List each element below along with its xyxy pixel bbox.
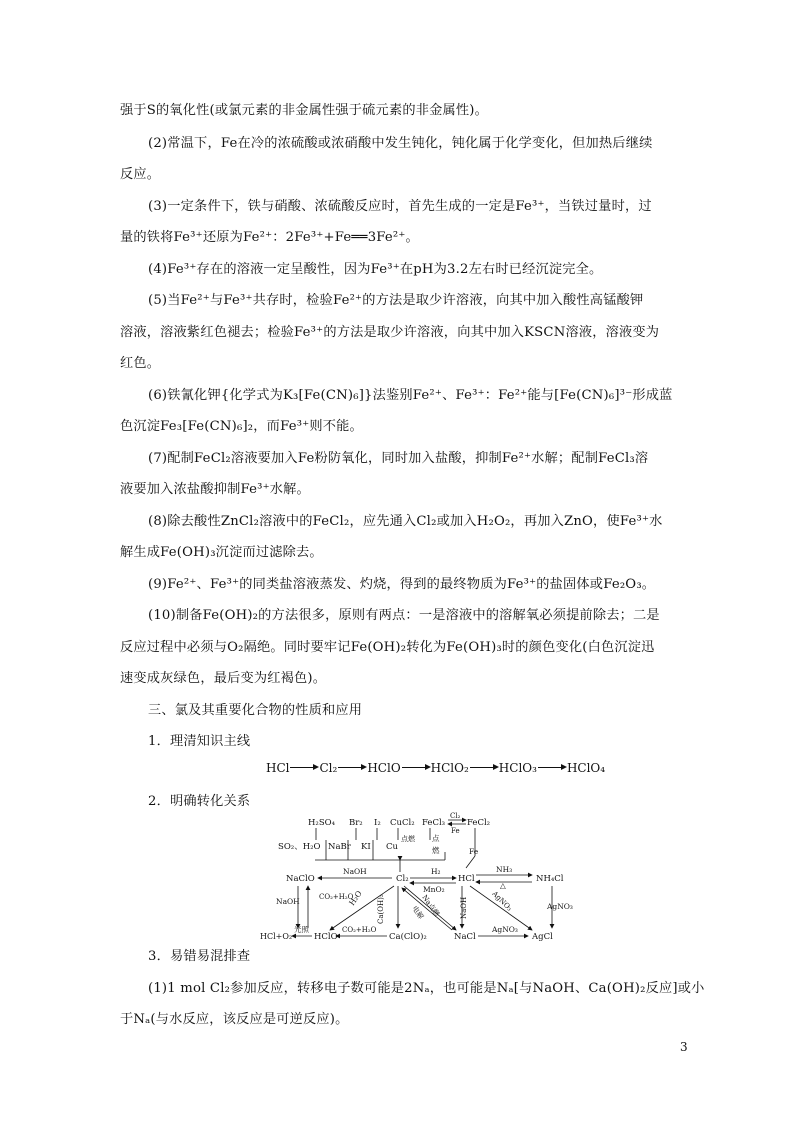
chain-item: HClO — [367, 761, 401, 775]
box-cu: Cu — [386, 842, 398, 852]
label-hclo: HClO — [314, 932, 338, 942]
text-line: 速变成灰绿色，最后变为红褐色)。 — [120, 671, 327, 686]
page-number: 3 — [680, 1040, 688, 1054]
section-heading: 三、氯及其重要化合物的性质和应用 — [148, 703, 363, 718]
chain-item: HClO₄ — [566, 761, 606, 775]
text-line: 解生成Fe(OH)₃沉淀而过滤除去。 — [120, 545, 323, 560]
text-line: 反应。 — [120, 167, 161, 182]
sub-heading: 2．明确转化关系 — [148, 794, 251, 809]
label-so2-h2o: SO₂、H₂O — [278, 842, 321, 852]
text-line: 反应过程中必须与O₂隔绝。同时要牢记Fe(OH)₂转化为Fe(OH)₃时的颜色变化(白色沉淀迅 — [120, 640, 655, 655]
label-nacl: NaCl — [454, 932, 476, 942]
box-nabr: NaBr — [328, 842, 351, 852]
text-line: (9)Fe²⁺、Fe³⁺的同类盐溶液蒸发、灼烧，得到的最终物质为Fe³⁺的盐固体或Fe₂O₃。 — [148, 577, 656, 592]
text-line: 红色。 — [120, 356, 161, 371]
label-fecl2: FeCl₂ — [467, 818, 491, 828]
label-guangzhao: 光照 — [294, 925, 309, 934]
label-nh4cl: NH₄Cl — [536, 874, 564, 884]
label-cucl2: CuCl₂ — [390, 818, 415, 828]
text-line: (2)常温下，Fe在冷的浓硫酸或浓硝酸中发生钝化，钝化属于化学变化，但加热后继续 — [148, 136, 653, 151]
label-ran: 燃 — [432, 846, 440, 855]
label-dianran: 点燃 — [401, 835, 415, 843]
chain-item: HClO₃ — [498, 761, 537, 775]
text-line: 色沉淀Fe₃[Fe(CN)₆]₂，而Fe³⁺则不能。 — [120, 419, 363, 434]
text-line: (1)1 mol Cl₂参加反应，转移电子数可能是2Nₐ，也可能是Nₐ[与NaOH、Ca(OH)₂反应]或小 — [148, 981, 705, 996]
label-fe-below: Fe — [451, 827, 460, 835]
label-naoh1: NaOH — [343, 867, 367, 876]
label-naclo: NaClO — [286, 874, 315, 884]
arrow-icon — [289, 762, 319, 772]
label-naoh3: NaOH — [460, 896, 468, 919]
text-line: 溶液，溶液紫红色褪去；检验Fe³⁺的方法是取少许溶液，向其中加入KSCN溶液，溶液变为 — [120, 325, 660, 340]
label-fe-side: Fe — [469, 847, 479, 856]
label-i2: I₂ — [374, 818, 381, 828]
text-line: (4)Fe³⁺存在的溶液一定呈酸性，因为Fe³⁺在pH为3.2左右时已经沉淀完全。 — [148, 262, 603, 277]
chain-item: Cl₂ — [319, 761, 338, 775]
label-dianjie: 电解 — [410, 904, 425, 921]
label-caclo2: Ca(ClO)₂ — [389, 932, 427, 942]
label-agno3-2: AgNO₃ — [547, 902, 573, 911]
label-h2so4: H₂SO₄ — [308, 818, 336, 828]
text-line: (6)铁氰化钾{化学式为K₃[Fe(CN)₆]}法鉴别Fe²⁺、Fe³⁺：Fe²⁺能与[Fe(CN)₆]³⁻形成蓝 — [148, 388, 673, 403]
arrow-icon — [401, 762, 431, 772]
arrow-icon — [337, 762, 367, 772]
label-cl2-above: Cl₂ — [450, 812, 461, 820]
oxidation-chain — [266, 761, 605, 775]
text-line: 液要加入浓盐酸抑制Fe³⁺水解。 — [120, 482, 310, 497]
text-line: 强于S的氧化性(或氯元素的非金属性强于硫元素的非金属性)。 — [120, 103, 488, 118]
box-ki: KI — [361, 842, 371, 852]
label-agcl: AgCl — [532, 932, 553, 942]
text-line: 量的铁将Fe³⁺还原为Fe²⁺：2Fe³⁺+Fe══3Fe²⁺。 — [120, 230, 419, 245]
sub-heading: 1．理清知识主线 — [148, 734, 251, 749]
sub-heading: 3．易错易混排查 — [148, 949, 251, 964]
text-line: 于Nₐ(与水反应，该反应是可逆反应)。 — [120, 1012, 349, 1027]
label-cl2-center: Cl₂ — [396, 874, 409, 884]
label-h2o: H₂O — [347, 889, 364, 908]
label-nh3: NH₃ — [496, 865, 513, 874]
arrow-icon — [469, 762, 499, 772]
label-naoh2: NaOH — [276, 897, 300, 906]
label-agno3-3: AgNO₃ — [492, 925, 518, 934]
text-line: (10)制备Fe(OH)₂的方法很多，原则有两点：一是溶液中的溶解氧必须提前除去；二是 — [148, 608, 660, 623]
label-dian: 点 — [432, 834, 440, 843]
label-co2h2o-2: CO₂+H₂O — [342, 926, 377, 934]
arrow-icon — [537, 762, 567, 772]
label-agno3-1: AgNO₃ — [490, 889, 514, 913]
label-h2: H₂ — [431, 867, 441, 876]
chain-item: HClO₂ — [430, 761, 469, 775]
label-hcl: HCl — [458, 874, 475, 884]
text-line: (5)当Fe²⁺与Fe³⁺共存时，检验Fe²⁺的方法是取少许溶液，向其中加入酸性高锰酸钾 — [148, 293, 644, 308]
text-line: (7)配制FeCl₂溶液要加入Fe粉防氧化，同时加入盐酸，抑制Fe²⁺水解；配制FeCl₃溶 — [148, 451, 649, 466]
label-br2: Br₂ — [349, 818, 363, 828]
label-fecl3: FeCl₃ — [422, 818, 446, 828]
label-triangle: △ — [500, 881, 506, 890]
text-line: (8)除去酸性ZnCl₂溶液中的FeCl₂，应先通入Cl₂或加入H₂O₂，再加入ZnO，使Fe³⁺水 — [148, 514, 663, 529]
label-co2h2o: CO₂+H₂O — [319, 893, 354, 901]
label-na-dianran: Na点燃 — [420, 893, 441, 919]
label-hcl-o2: HCl+O₂ — [260, 932, 293, 941]
label-mno2: MnO₂ — [423, 885, 445, 894]
chlorine-conversion-diagram — [260, 812, 590, 944]
text-line: (3)一定条件下，铁与硝酸、浓硫酸反应时，首先生成的一定是Fe³⁺，当铁过量时，过 — [148, 199, 652, 214]
chain-item: HCl — [266, 761, 290, 775]
label-caoh2: Ca(OH)₂ — [377, 894, 385, 924]
